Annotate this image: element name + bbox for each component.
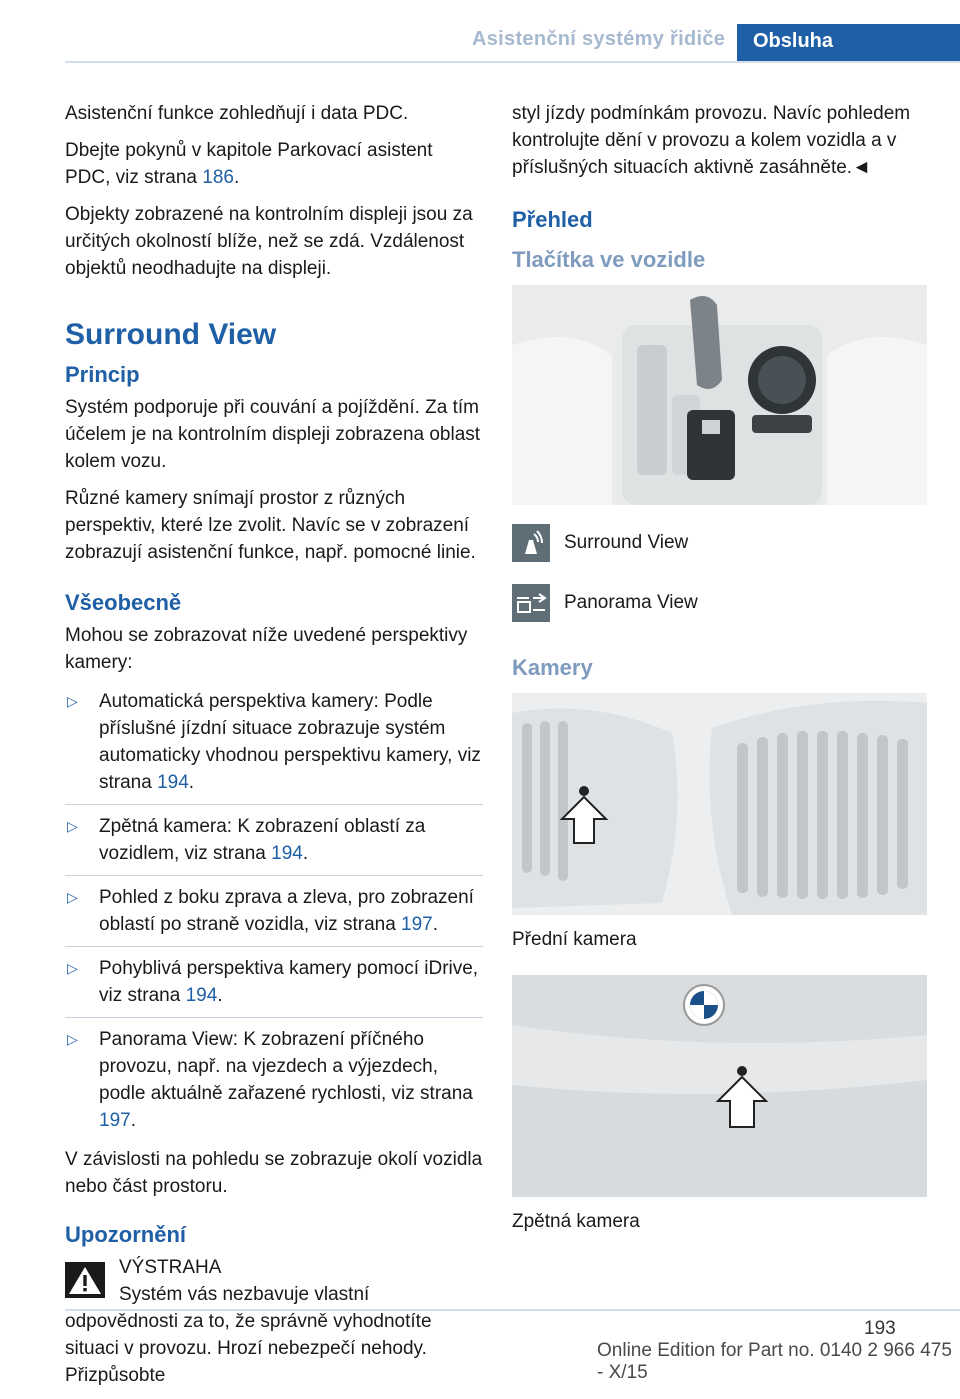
paragraph: styl jízdy podmínkám provozu. Navíc pohledem kontrolujte dění v provozu a kolem vozidla a v příslušných situacích aktivně zasáhněte.◄	[512, 103, 911, 178]
section-title: Surround View	[65, 318, 277, 351]
paragraph: V závislosti na pohledu se zobrazuje okolí vozidla nebo část prostoru.	[65, 1149, 483, 1197]
header-divider	[65, 61, 960, 63]
panorama-view-icon	[512, 584, 550, 622]
page-link[interactable]: 194	[185, 985, 218, 1006]
footer-divider	[65, 1309, 960, 1311]
warning-triangle-icon	[65, 1262, 105, 1298]
paragraph: Mohou se zobrazovat níže uvedené perspektivy kamery:	[65, 625, 468, 673]
subsection-title: Přehled	[512, 207, 593, 232]
paragraph: Dbejte pokynů v kapitole Parkovací asistent PDC, viz strana 186.	[65, 140, 433, 188]
page-link[interactable]: 197	[401, 914, 433, 935]
subsection-title: Tlačítka ve vozidle	[512, 247, 706, 272]
center-console-image	[512, 285, 927, 505]
page-link[interactable]: 197	[99, 1110, 131, 1131]
rear-camera-image	[512, 975, 927, 1197]
paragraph: Asistenční funkce zohledňují i data PDC.	[65, 103, 409, 124]
warning-box	[65, 1254, 483, 1389]
front-camera-caption: Přední kamera	[512, 929, 637, 950]
front-camera-image	[512, 693, 927, 915]
page-link[interactable]: 186	[202, 167, 234, 188]
paragraph: Objekty zobrazené na kontrolním displeji jsou za určitých okolností blíže, než se zdá. Vzdálenost objektů neodhadujte na displeji.	[65, 204, 473, 279]
warning-title: VÝSTRAHA	[119, 1257, 222, 1278]
surround-view-button-row	[512, 521, 930, 565]
right-column	[512, 100, 930, 1257]
list-item: ▷ Automatická perspektiva kamery: Podle příslušné jízdní situace zobrazuje systém automaticky vhodnou perspektivu kamery, viz strana 194.	[65, 686, 483, 804]
warning-text: Systém vás nezbavuje vlastní odpovědnosti za to, že správně vyhodnotíte situaci v provozu. Hrozí nebezpečí nehody. Přizpůsobte	[65, 1284, 432, 1386]
subsection-title: Upozornění	[65, 1222, 186, 1247]
list-item: ▷ Pohyblivá perspektiva kamery pomocí iDrive, viz strana 194.	[65, 946, 483, 1017]
bullet-triangle-icon: ▷	[67, 889, 78, 905]
bullet-triangle-icon: ▷	[67, 818, 78, 834]
list-item: ▷ Pohled z boku zprava a zleva, pro zobrazení oblastí po straně vozidla, viz strana 197.	[65, 875, 483, 946]
surround-view-icon	[512, 524, 550, 562]
subsection-title: Kamery	[512, 655, 593, 680]
bullet-list	[65, 686, 483, 1142]
running-header-tab: Obsluha	[737, 24, 960, 62]
page-link[interactable]: 194	[157, 772, 189, 793]
page-link[interactable]: 194	[271, 843, 303, 864]
panorama-view-label: Panorama View	[564, 592, 698, 613]
surround-view-label: Surround View	[564, 532, 689, 553]
panorama-view-button-row	[512, 581, 930, 625]
paragraph: Různé kamery snímají prostor z různých perspektiv, které lze zvolit. Navíc se v zobrazení zobrazují asistenční funkce, např. pomocné linie.	[65, 488, 476, 563]
list-item: ▷ Zpětná kamera: K zobrazení oblastí za vozidlem, viz strana 194.	[65, 804, 483, 875]
paragraph: Systém podporuje při couvání a pojíždění. Za tím účelem je na kontrolním displeji zobrazena oblast kolem vozu.	[65, 397, 481, 472]
page-number: 193	[864, 1318, 896, 1339]
running-header-section: Asistenční systémy řidiče	[472, 28, 726, 50]
subsection-title: Princip	[65, 362, 140, 387]
bullet-triangle-icon: ▷	[67, 693, 78, 709]
left-column	[65, 100, 483, 1399]
subsection-title: Všeobecně	[65, 590, 182, 615]
footer-edition: Online Edition for Part no. 0140 2 966 475 - X/15	[597, 1340, 952, 1383]
bullet-triangle-icon: ▷	[67, 960, 78, 976]
bullet-triangle-icon: ▷	[67, 1031, 78, 1047]
rear-camera-caption: Zpětná kamera	[512, 1211, 640, 1232]
list-item: ▷ Panorama View: K zobrazení příčného provozu, např. na vjezdech a výjezdech, podle aktuálně zařazené rychlosti, viz strana 197.	[65, 1017, 483, 1142]
